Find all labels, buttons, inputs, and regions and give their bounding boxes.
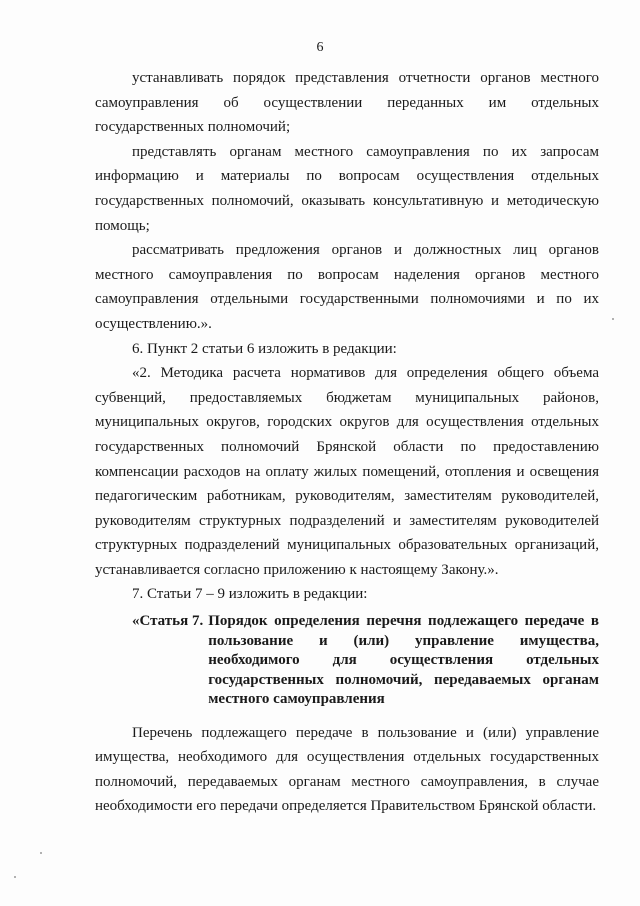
document-body	[95, 66, 599, 819]
page-number: 6	[316, 40, 324, 55]
scan-speck	[40, 852, 42, 854]
article-heading-title: Порядок определения перечня подлежащего передаче в пользование и (или) управление имущества, необходимого для осуществления отдельных государственных полномочий, передаваемых органам местного самоуправления	[208, 613, 599, 708]
paragraph: представлять органам местного самоуправления по их запросам информацию и материалы по вопросам осуществления отдельных государственных полномочий, оказывать консультативную и методическую помощь;	[95, 143, 599, 234]
paragraph: устанавливать порядок представления отчетности органов местного самоуправления об осуществлении переданных им отдельных государственных полномочий;	[95, 70, 599, 136]
article-heading	[95, 612, 599, 710]
scan-speck	[612, 318, 614, 320]
paragraph: 6. Пункт 2 статьи 6 изложить в редакции:	[132, 340, 397, 357]
paragraph: «2. Методика расчета нормативов для определения общего объема субвенций, предоставляемых бюджетам муниципальных районов, муниципальных округов, городских округов для осуществления отдельных государственных полномочий Брянской области по предоставлению компенсации расходов на оплату жилых помещений, отопления и освещения педагогическим работникам, руководителям, заместителям руководителей, руководителям структурных подразделений и заместителям руководителей структурных подразделений муниципальных образовательных организаций, устанавливается согласно приложению к настоящему Закону.».	[95, 365, 599, 578]
paragraph: рассматривать предложения органов и должностных лиц органов местного самоуправления по вопросам наделения органов местного самоуправления отдельными государственными полномочиями и по их осуществлению.».	[95, 242, 599, 332]
paragraph: Перечень подлежащего передаче в пользование и (или) управление имущества, необходимого для осуществления отдельных государственных полномочий, передаваемых органам местного самоуправления, в случае необходимости его передачи определяется Правительством Брянской области.	[95, 724, 599, 815]
scan-speck	[14, 876, 16, 878]
article-heading-prefix: «Статья 7.	[132, 613, 204, 630]
paragraph: 7. Статьи 7 – 9 изложить в редакции:	[132, 586, 368, 603]
